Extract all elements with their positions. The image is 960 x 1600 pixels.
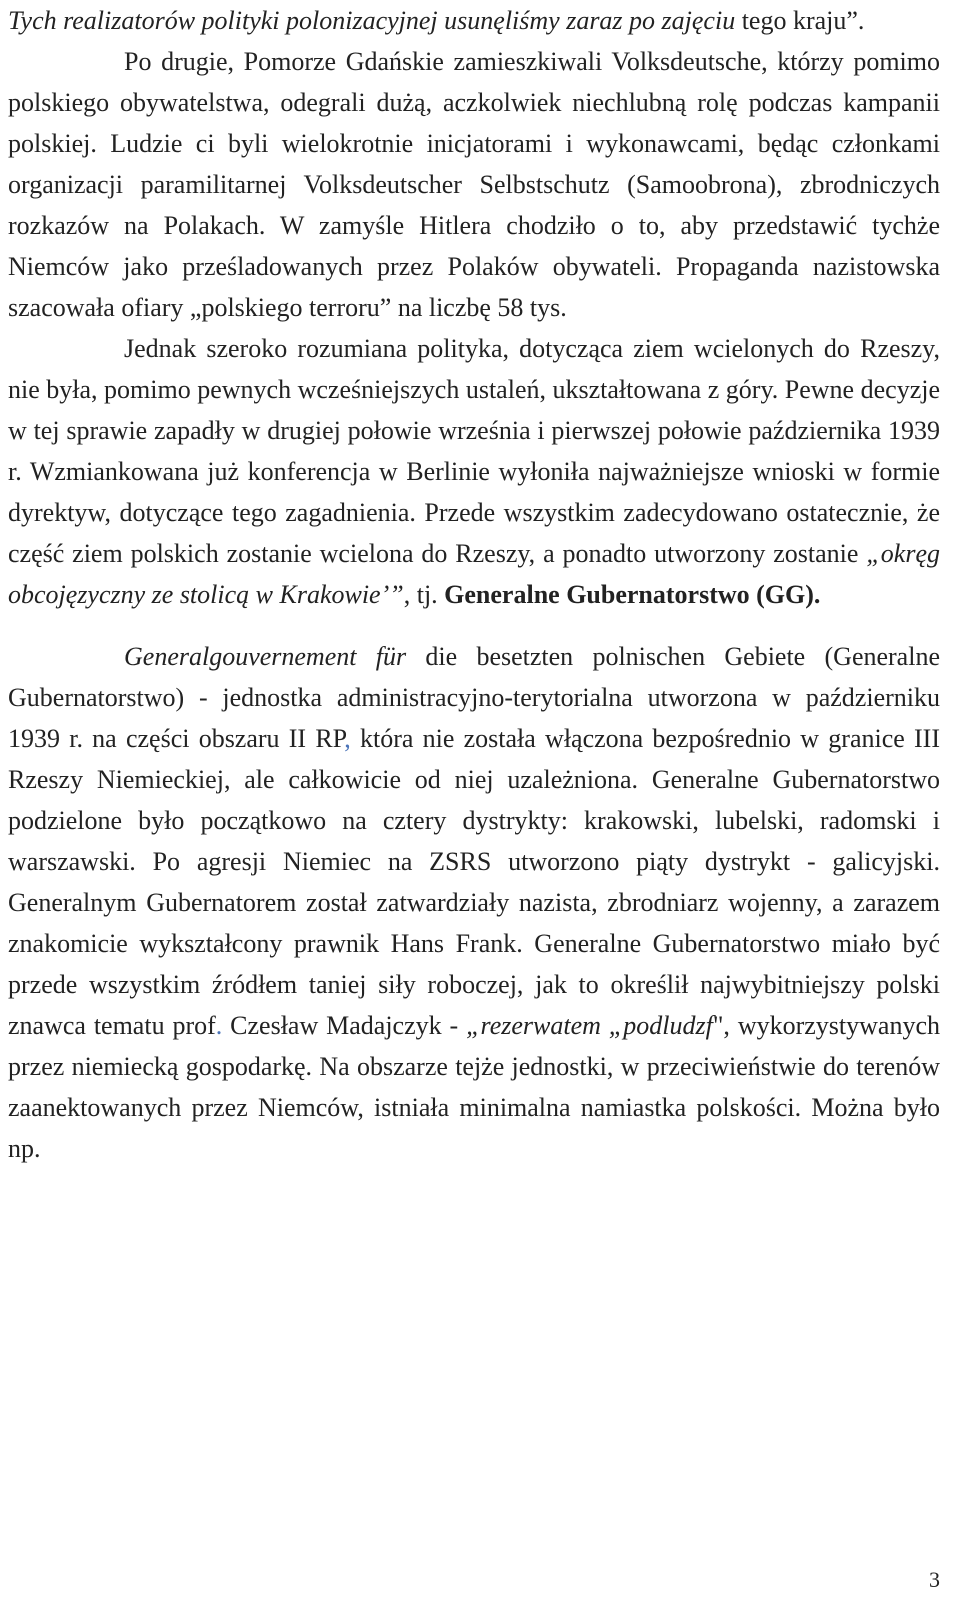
paragraph-4-comma: , [344, 724, 351, 753]
paragraph-2: Po drugie, Pomorze Gdańskie zamieszkiwali Volksdeutsche, którzy pomimo polskiego obywatelstwa, odegrali dużą, aczkolwiek niechlubną rolę podczas kampanii polskiej. Ludzie ci byli wielokrotnie inicjatorami i wykonawcami, będąc członkami organizacji paramilitarnej Volksdeutscher Selbstschutz (Samoobrona), zbrodniczych rozkazów na Polakach. W zamyśle Hitlera chodziło o to, aby przedstawić tychże Niemców jako prześladowanych przez Polaków obywateli. Propaganda nazistowska szacowała ofiary „polskiego terroru” na liczbę 58 tys. [8, 47, 940, 322]
paragraph-4-text-b: która nie została włączona bezpośrednio w granice III Rzeszy Niemieckiej, ale całkowicie od niej uzależniona. Generalne Gubernatorstwo podzielone było początkowo na cztery dystrykty: krakowski, lubelski, radomski i warszawski. Po agresji Niemiec na ZSRS utworzono piąty dystrykt - galicyjski. Generalnym Gubernatorem został zatwardziały nazista, zbrodniarz wojenny, a zarazem znakomicie wykształcony prawnik Hans Frank. Generalne Gubernatorstwo miało być przede wszystkim źródłem taniej siły roboczej, jak to określił najwybitniejszy polski znawca tematu prof [8, 724, 941, 1040]
paragraph-4-text-a: die besetzten polnischen Gebiete (Generalne Gubernatorstwo) - jednostka administracyjno-terytorialna utworzona w październiku 1939 r. na części obszaru II RP [8, 642, 940, 753]
document-page [8, 0, 940, 1169]
paragraph-3-connector: , tj. [403, 580, 445, 609]
paragraph-3 [8, 328, 940, 615]
paragraph-1-tail: tego kraju”. [735, 6, 865, 35]
paragraph-4-text-d: ", wykorzystywanych przez niemiecką gospodarkę. Na obszarze tejże jednostki, w przeciwieństwie do terenów zaanektowanych przez Niemców, istniała minimalna namiastka polskości. Można było np. [8, 1011, 940, 1163]
paragraph-4-term: Generalgouvernement für [124, 642, 407, 671]
paragraph-1-quote: Tych realizatorów polityki polonizacyjnej usunęliśmy zaraz po zajęciu [8, 6, 736, 35]
paragraph-3-term: Generalne Gubernatorstwo (GG). [444, 580, 821, 609]
paragraph-4-quote: „rezerwatem „podludzf [466, 1011, 713, 1040]
paragraph-3-text: Jednak szeroko rozumiana polityka, dotycząca ziem wcielonych do Rzeszy, nie była, pomimo pewnych wcześniejszych ustaleń, ukształtowana z góry. Pewne decyzje w tej sprawie zapadły w drugiej połowie września i pierwszej połowie października 1939 r. Wzmiankowana już konferencja w Berlinie wyłoniła najważniejsze wnioski w formie dyrektyw, dotyczące tego zagadnienia. Przede wszystkim zadecydowano ostatecznie, że część ziem polskich zostanie wcielona do Rzeszy, a ponadto utworzony zostanie [8, 334, 940, 568]
paragraph-3-quote: „okręg obcojęzyczny ze stolicą w Krakowie’” [8, 539, 940, 609]
paragraph-4 [8, 636, 940, 1169]
page-number: 3 [929, 1567, 940, 1592]
paragraph-4-dot: . [215, 1011, 223, 1040]
paragraph-1 [8, 0, 940, 41]
paragraph-4-text-c: Czesław Madajczyk - [222, 1011, 467, 1040]
